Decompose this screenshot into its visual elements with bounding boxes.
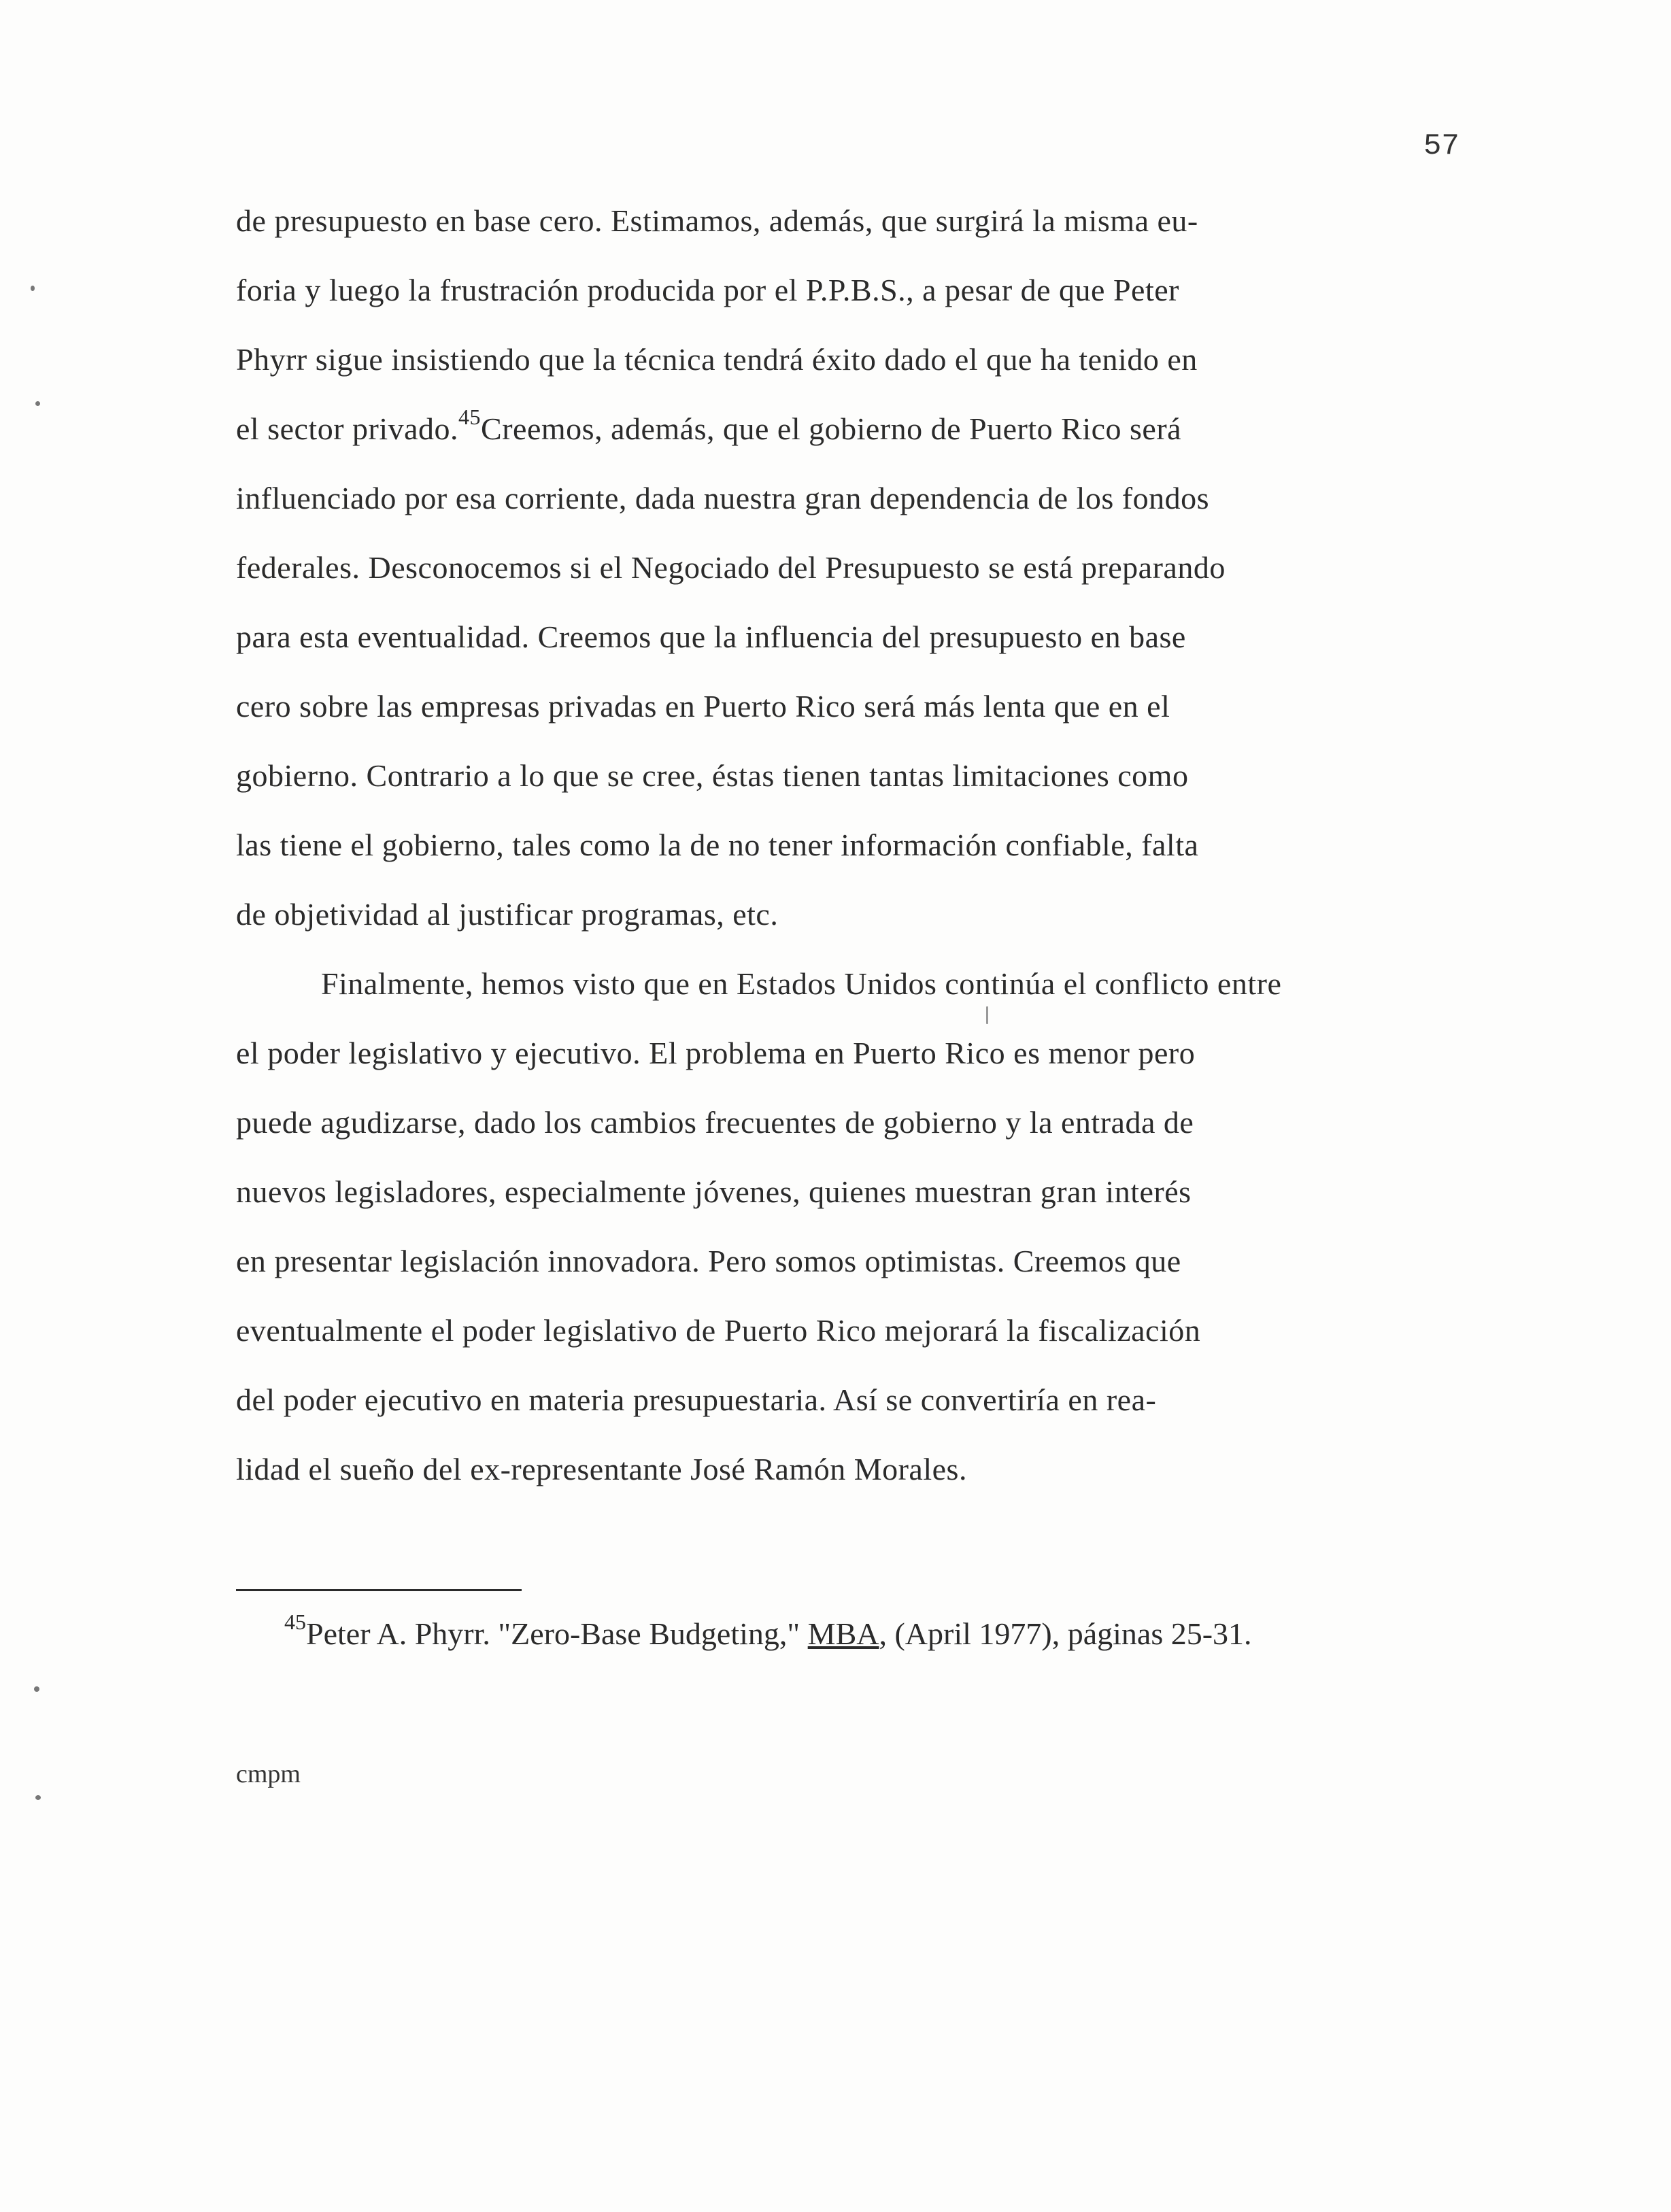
footnote-journal: MBA bbox=[807, 1616, 879, 1651]
scan-speck bbox=[986, 1006, 988, 1024]
body-line-18: del poder ejecutivo en materia presupuestaria. Así se convertiría en rea- bbox=[236, 1382, 1157, 1417]
body-line-7: para esta eventualidad. Creemos que la influencia del presupuesto en base bbox=[236, 619, 1186, 654]
body-line-17: eventualmente el poder legislativo de Puerto Rico mejorará la fiscalización bbox=[236, 1313, 1201, 1348]
body-line-1: de presupuesto en base cero. Estimamos, además, que surgirá la misma eu- bbox=[236, 203, 1198, 238]
body-line-14: puede agudizarse, dado los cambios frecuentes de gobierno y la entrada de bbox=[236, 1105, 1194, 1140]
footnote-text-after: , (April 1977), páginas 25-31. bbox=[879, 1616, 1252, 1651]
body-line-19: lidad el sueño del ex-representante José Ramón Morales. bbox=[236, 1452, 967, 1486]
scan-speck bbox=[35, 401, 40, 406]
footnote-separator bbox=[236, 1589, 522, 1591]
body-line-15: nuevos legisladores, especialmente jóvenes, quienes muestran gran interés bbox=[236, 1174, 1192, 1209]
footnote-text-before: Peter A. Phyrr. "Zero-Base Budgeting," bbox=[306, 1616, 808, 1651]
body-line-12: Finalmente, hemos visto que en Estados Unidos continúa el conflicto entre bbox=[321, 966, 1282, 1001]
body-line-11: de objetividad al justificar programas, etc. bbox=[236, 897, 779, 932]
body-line-10: las tiene el gobierno, tales como la de no tener información confiable, falta bbox=[236, 828, 1199, 862]
scan-speck bbox=[31, 286, 35, 291]
body-line-6: federales. Desconocemos si el Negociado del Presupuesto se está preparando bbox=[236, 550, 1226, 585]
body-line-5: influenciado por esa corriente, dada nuestra gran dependencia de los fondos bbox=[236, 481, 1209, 515]
body-line-13: el poder legislativo y ejecutivo. El problema en Puerto Rico es menor pero bbox=[236, 1036, 1196, 1070]
footnote-reference-45: 45 bbox=[458, 405, 482, 429]
body-line-2: foria y luego la frustración producida por el P.P.B.S., a pesar de que Peter bbox=[236, 273, 1179, 307]
body-line-9: gobierno. Contrario a lo que se cree, éstas tienen tantas limitaciones como bbox=[236, 758, 1189, 793]
footnote-marker: 45 bbox=[284, 1610, 306, 1634]
scan-speck bbox=[34, 1686, 39, 1692]
body-line-8: cero sobre las empresas privadas en Puerto Rico será más lenta que en el bbox=[236, 689, 1170, 724]
body-line-4-start: el sector privado. bbox=[236, 411, 459, 446]
footnote-45 bbox=[284, 1610, 1252, 1652]
page-number: 57 bbox=[1423, 129, 1459, 163]
scan-speck bbox=[35, 1795, 41, 1800]
body-line-4 bbox=[236, 405, 1182, 447]
body-line-16: en presentar legislación innovadora. Pero somos optimistas. Creemos que bbox=[236, 1244, 1181, 1278]
body-line-3: Phyrr sigue insistiendo que la técnica tendrá éxito dado el que ha tenido en bbox=[236, 342, 1198, 377]
typist-initials: cmpm bbox=[236, 1760, 301, 1788]
body-line-4-end: Creemos, además, que el gobierno de Puerto Rico será bbox=[481, 411, 1182, 446]
